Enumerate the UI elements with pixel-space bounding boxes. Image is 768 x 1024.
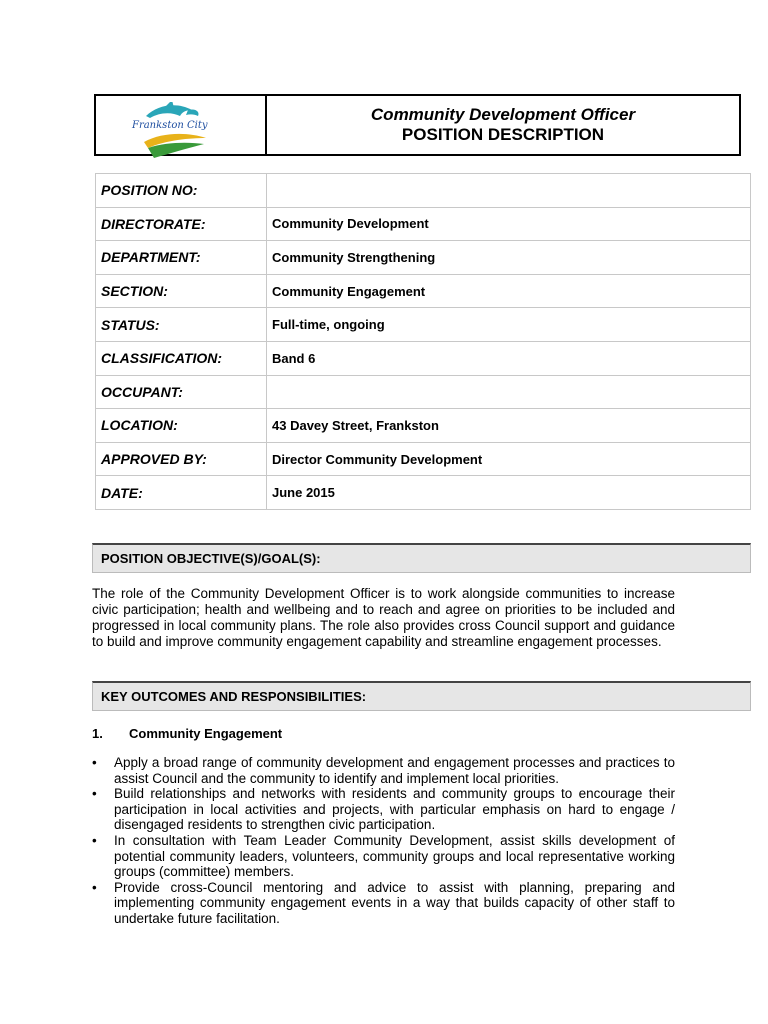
table-row (96, 274, 751, 308)
document-subtitle: POSITION DESCRIPTION (401, 125, 605, 144)
document-title: Community Development Officer (370, 105, 636, 124)
table-row (96, 174, 751, 208)
row-value: Community Development (267, 207, 751, 241)
table-row (96, 409, 751, 443)
bullet-icon: • (92, 755, 97, 770)
list-item-text: Build relationships and networks with residents and community groups to encourage their participation in local activities and projects, with particular emphasis on hard to engage / disengaged residents to strengthen civic participation. (114, 786, 675, 833)
row-value: Full-time, ongoing (267, 308, 751, 342)
row-value (267, 375, 751, 409)
outcome-section-heading (92, 726, 282, 741)
row-value: June 2015 (267, 476, 751, 510)
row-value: Community Strengthening (267, 241, 751, 275)
row-label: SECTION: (96, 274, 267, 308)
responsibilities-list (92, 755, 675, 927)
list-item (92, 880, 675, 927)
row-value: Community Engagement (267, 274, 751, 308)
table-row (96, 341, 751, 375)
row-label: APPROVED BY: (96, 442, 267, 476)
row-value (267, 174, 751, 208)
logo-cell (96, 96, 267, 154)
objective-text: The role of the Community Development Officer is to work alongside communities to increase civic participation; health and wellbeing and to reach and agree on priorities to be included and progressed in local community plans. The role also provides cross Council support and guidance to build and improve community engagement capability and streamline engagement processes. (92, 586, 675, 649)
outcomes-heading: KEY OUTCOMES AND RESPONSIBILITIES: (92, 681, 751, 711)
table-row (96, 241, 751, 275)
table-row (96, 375, 751, 409)
title-cell (267, 96, 739, 154)
table-row (96, 476, 751, 510)
bullet-icon: • (92, 832, 97, 848)
frankston-city-logo (126, 102, 236, 160)
objective-heading: POSITION OBJECTIVE(S)/GOAL(S): (92, 543, 751, 573)
table-row (96, 442, 751, 476)
row-value: Band 6 (267, 341, 751, 375)
list-item-text: In consultation with Team Leader Community Development, assist skills development of potential community leaders, volunteers, community groups and local representative working groups (committee) members. (114, 832, 675, 880)
row-label: POSITION NO: (96, 174, 267, 208)
outcome-section-number: 1. (92, 726, 103, 741)
bullet-icon: • (92, 786, 97, 802)
document-header (94, 94, 741, 156)
list-item (92, 786, 675, 833)
list-item-text: Apply a broad range of community development and engagement processes and practices to assist Council and the community to identify and implement local priorities. (114, 755, 675, 786)
row-label: LOCATION: (96, 409, 267, 443)
row-label: STATUS: (96, 308, 267, 342)
row-label: DIRECTORATE: (96, 207, 267, 241)
list-item (92, 755, 675, 786)
list-item-text: Provide cross-Council mentoring and advice to assist with planning, preparing and implementing community engagement events in a way that builds capacity of other staff to undertake future facilitation. (114, 879, 675, 926)
logo-wordmark: Frankston City (132, 120, 208, 131)
list-item (92, 833, 675, 880)
bullet-icon: • (92, 879, 97, 895)
row-label: DEPARTMENT: (96, 241, 267, 275)
outcome-section-title: Community Engagement (129, 726, 283, 741)
table-row (96, 308, 751, 342)
row-label: DATE: (96, 476, 267, 510)
row-value: 43 Davey Street, Frankston (267, 409, 751, 443)
row-value: Director Community Development (267, 442, 751, 476)
table-row (96, 207, 751, 241)
row-label: CLASSIFICATION: (96, 341, 267, 375)
row-label: OCCUPANT: (96, 375, 267, 409)
position-details-table (95, 173, 751, 510)
